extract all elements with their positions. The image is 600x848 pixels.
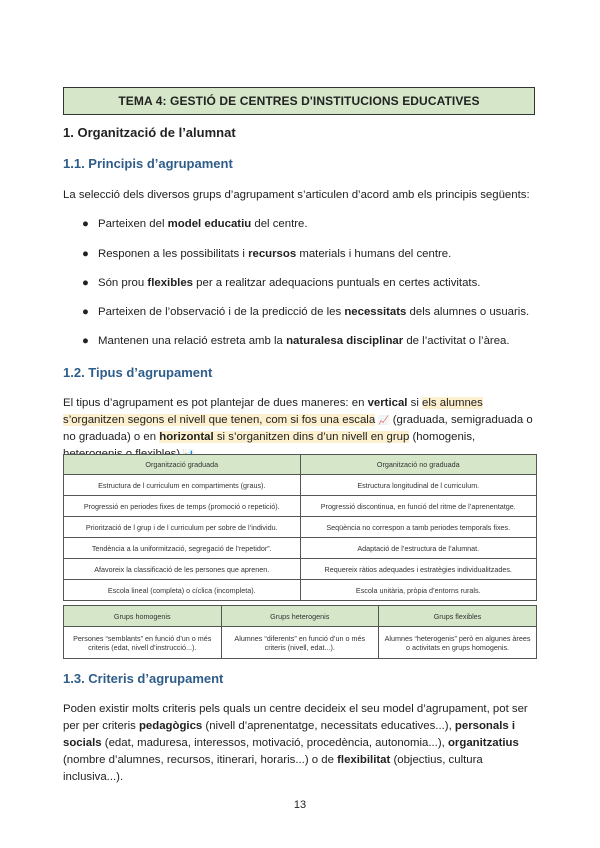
subsection-heading-types: 1.2. Tipus d’agrupament <box>63 365 213 380</box>
highlight-horizontal: si s’organitzen dins d’un nivell en grup <box>213 431 410 443</box>
table-cell: Tendència a la uniformització, segregació de l’repetidor”. <box>64 538 301 559</box>
subsection-heading-principles: 1.1. Principis d’agrupament <box>63 156 233 171</box>
bullet-item: ● Responen a les possibilitats i recursos materials i humans del centre. <box>82 248 452 260</box>
table-cell: Alumnes “diferents” en funció d’un o més criteris (nivell, edat...). <box>221 627 379 659</box>
table-header: Grups flexibles <box>379 606 537 627</box>
table-cell: Progressió discontinua, en funció del ritme de l’aprenentatge. <box>300 496 537 517</box>
table-cell: Escola unitària, pròpia d’entorns rurals. <box>300 580 537 601</box>
table-header: Organització graduada <box>64 455 301 475</box>
table-header: Grups homogenis <box>64 606 222 627</box>
bullet-item: ● Parteixen del model educatiu del centre. <box>82 218 308 230</box>
types-paragraph: El tipus d’agrupament es pot plantejar de dues maneres: en vertical si els alumnes s’organitzen segons el nivell que tenen, com si fos una escala 📈 (graduada, semigraduada o no graduada) o en horizontal si s’organitzen dins d’un nivell en grup (homogenis, <box>63 395 537 463</box>
organization-table <box>63 454 537 601</box>
table-cell: Afavoreix la classificació de les persones que aprenen. <box>64 559 301 580</box>
table-cell: Estructura longitudinal de l curriculum. <box>300 475 537 496</box>
topic-title: TEMA 4: GESTIÓ DE CENTRES D'INSTITUCIONS EDUCATIVES <box>118 94 480 108</box>
table-header: Grups heterogenis <box>221 606 379 627</box>
table-cell: Estructura de l curriculum en compartiments (graus). <box>64 475 301 496</box>
table-header: Organització no graduada <box>300 455 537 475</box>
bullet-item: ● Parteixen de l’observació i de la predicció de les necessitats dels alumnes o usuaris. <box>82 306 530 318</box>
table-cell: Adaptació de l’estructura de l’alumnat. <box>300 538 537 559</box>
table-cell: Alumnes “heterogenis” però en algunes àrees o activitats en grups homogenis. <box>379 627 537 659</box>
bullet-dot-icon: ● <box>82 277 89 289</box>
bullet-item: ● Mantenen una relació estreta amb la naturalesa disciplinar de l’activitat o l’àrea. <box>82 335 510 347</box>
bullet-dot-icon: ● <box>82 306 89 318</box>
table-cell: Seqüència no correspon a tamb periodes temporals fixes. <box>300 517 537 538</box>
table-cell: Priorització de l grup i de l curriculum per sobre de l’individu. <box>64 517 301 538</box>
bullet-item: ● Són prou flexibles per a realitzar adequacions puntuals en certes activitats. <box>82 277 481 289</box>
subsection-heading-criteria: 1.3. Criteris d’agrupament <box>63 671 224 686</box>
intro-paragraph: La selecció dels diversos grups d’agrupament s’articulen d’acord amb els principis següents: <box>63 189 530 201</box>
page-number: 13 <box>293 799 307 811</box>
bullet-dot-icon: ● <box>82 335 89 347</box>
topic-title-box <box>63 87 535 115</box>
table-cell: Persones “semblants” en funció d’un o més criteris (edat, nivell d’instrucció...). <box>64 627 222 659</box>
highlight-vertical: els alumnes s’organitzen segons el nivell que tenen, com si fos una escala <box>63 397 483 426</box>
table-cell: Progressió en periodes fixes de temps (promoció o repetició). <box>64 496 301 517</box>
chart-up-icon: 📈 <box>378 415 390 425</box>
table-cell: Requereix ràtios adequades i estratègies individualitzades. <box>300 559 537 580</box>
bullet-dot-icon: ● <box>82 248 89 260</box>
criteria-paragraph: Poden existir molts criteris pels quals un centre decideix el seu model d’agrupament, pot ser per per criteris pedagògics (nivell d’aprenentatge, necessitats educatives...), personals i socials (edat, maduresa, interessos, motivació, procedència, autonomia...), organitzatius (nombre d’alumnes, recursos, itinerari, horaris...) o de flexibilitat (objectius, cultura inclusiva...). <box>63 703 528 783</box>
groups-table <box>63 605 537 659</box>
table-cell: Escola lineal (completa) o cíclica (incompleta). <box>64 580 301 601</box>
bullet-dot-icon: ● <box>82 218 89 230</box>
section-heading: 1. Organització de l’alumnat <box>63 125 236 140</box>
